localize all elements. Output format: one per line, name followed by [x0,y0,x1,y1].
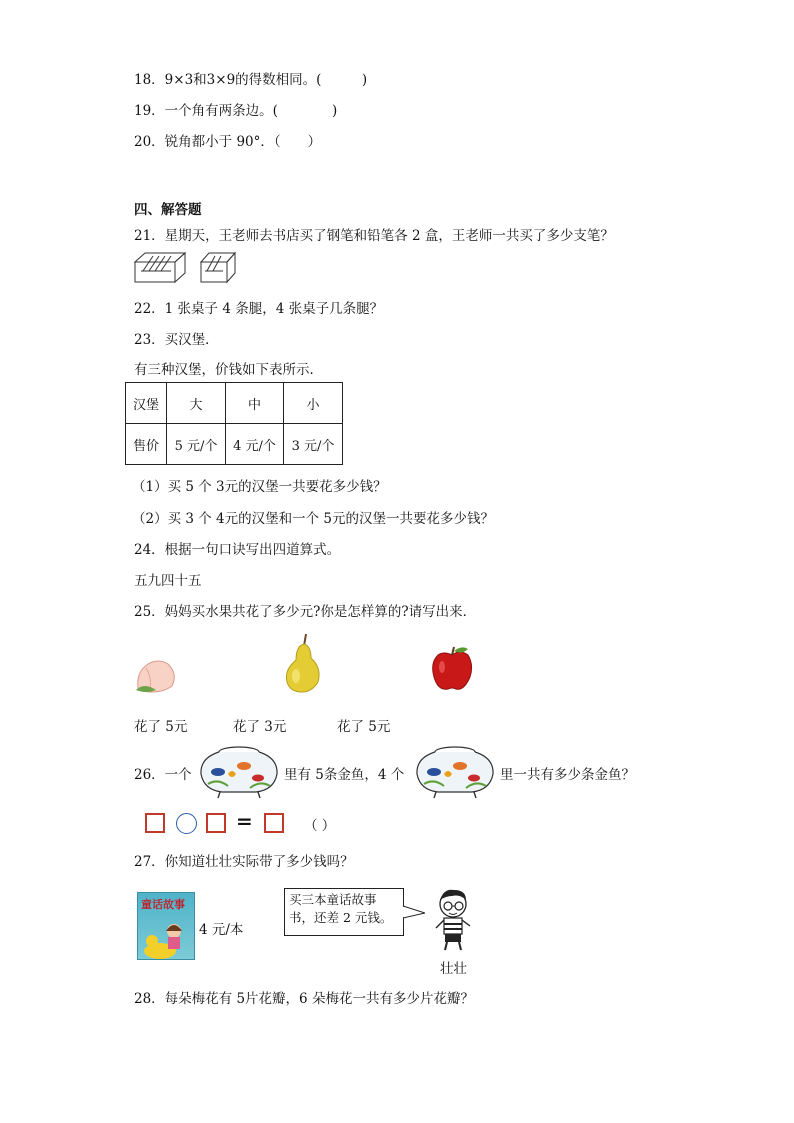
table-cell: 售价 [126,424,167,465]
table-cell: 3 元/个 [284,424,343,465]
table-cell: 4 元/个 [226,424,284,465]
question-26-part1: 26．一个 [134,767,192,783]
table-cell: 小 [284,383,343,424]
apple-icon [430,645,474,693]
boy-icon [430,886,476,952]
operator-circle[interactable] [176,813,197,834]
answer-box[interactable] [145,813,165,833]
book-cover [137,892,195,960]
question-25: 25．妈妈买水果共花了多少元?你是怎样算的?请写出来． [134,604,477,620]
table-cell: 中 [226,383,284,424]
question-26-part2: 里有 5条金鱼，4 个 [284,767,405,783]
question-23: 23．买汉堡． [134,332,219,348]
question-26-part3: 里一共有多少条金鱼？ [500,767,635,783]
table-row [126,383,343,424]
question-22: 22．1 张桌子 4 条腿，4 张桌子几条腿？ [134,301,384,317]
question-28: 28．每朵梅花有 5片花瓣，6 朵梅花一共有多少片花瓣？ [134,991,474,1007]
peach-icon [134,652,180,694]
book-illustration-icon [138,913,194,959]
fruit-price: 花了 3元 [233,719,287,735]
question-24-rhyme: 五九四十五 [134,573,202,589]
pear-icon [284,632,324,694]
equals-sign: = [236,809,253,833]
boy-name: 壮壮 [440,961,467,977]
book-price: 4 元/本 [199,922,244,938]
question-19: 19．一个角有两条边。( ) [134,103,338,119]
speech-bubble: 买三本童话故事书，还差 2 元钱。 [284,888,404,936]
fishbowl-icon [198,744,280,800]
answer-box[interactable] [264,813,284,833]
question-24: 24．根据一句口诀写出四道算式。 [134,542,341,558]
answer-box[interactable] [206,813,226,833]
pen-box-icons [133,250,239,286]
unit-paren: （ ） [304,818,336,834]
question-27: 27．你知道壮壮实际带了多少钱吗？ [134,854,354,870]
section-heading: 四、解答题 [134,202,202,218]
book-title: 童话故事 [141,898,185,911]
question-23-intro: 有三种汉堡，价钱如下表所示． [134,362,323,378]
bubble-tail-icon [403,904,425,922]
fishbowl-icon [414,744,496,800]
fruit-price: 花了 5元 [134,719,188,735]
fruit-price: 花了 5元 [337,719,391,735]
table-cell: 汉堡 [126,383,167,424]
table-cell: 5 元/个 [167,424,226,465]
price-table [125,382,343,465]
table-cell: 大 [167,383,226,424]
question-23-1: （1）买 5 个 3元的汉堡一共要花多少钱？ [132,479,387,495]
question-23-2: （2）买 3 个 4元的汉堡和一个 5元的汉堡一共要花多少钱？ [132,511,495,527]
question-18: 18．9×3和3×9的得数相同。( ) [134,72,368,88]
question-20: 20．锐角都小于 90°．（ ） [134,134,322,150]
table-row [126,424,343,465]
question-21: 21．星期天，王老师去书店买了钢笔和铅笔各 2 盒，王老师一共买了多少支笔？ [134,228,614,244]
